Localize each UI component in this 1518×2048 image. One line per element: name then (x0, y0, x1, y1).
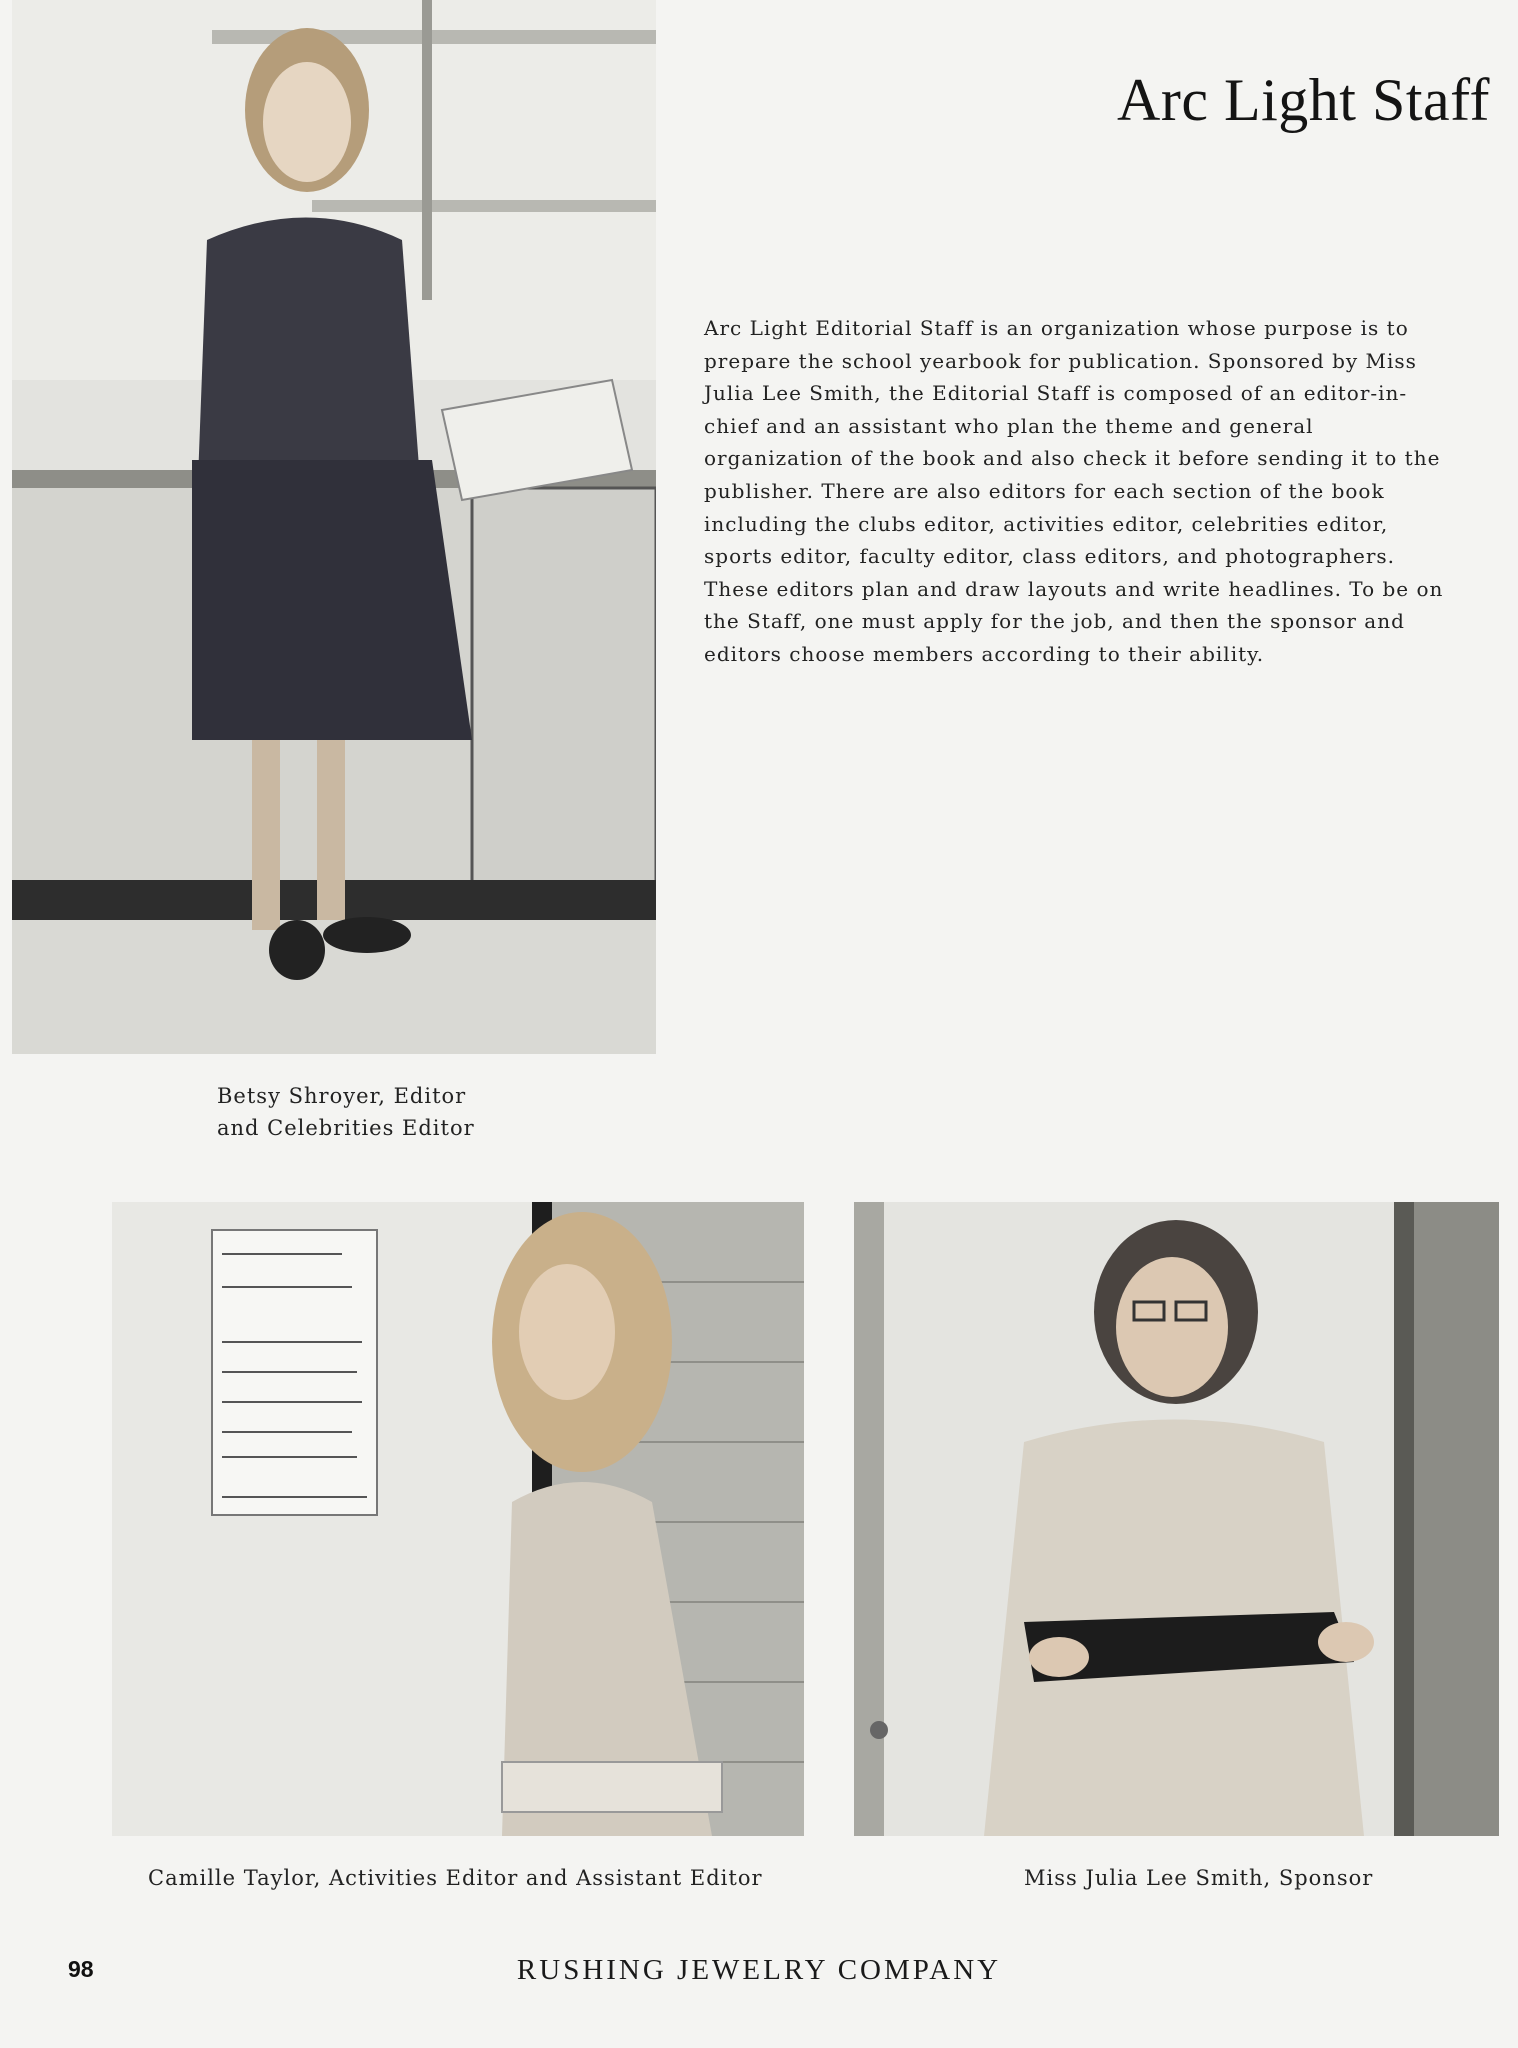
editor-caption-line2: and Celebrities Editor (217, 1116, 475, 1140)
assistant-editor-photo (112, 1202, 804, 1836)
page-number: 98 (68, 1956, 94, 1982)
footer-sponsor-ad: RUSHING JEWELRY COMPANY (516, 1954, 1002, 1986)
editor-caption (217, 1080, 475, 1144)
editor-caption-line1: Betsy Shroyer, Editor (217, 1084, 467, 1108)
assistant-editor-caption: Camille Taylor, Activities Editor and Assistant Editor (148, 1866, 763, 1890)
sponsor-photo (854, 1202, 1499, 1836)
page-title: Arc Light Staff (1117, 67, 1490, 133)
sponsor-caption: Miss Julia Lee Smith, Sponsor (1024, 1866, 1374, 1890)
body-paragraph: Arc Light Editorial Staff is an organization whose purpose is to prepare the school yearbook for publication. Sponsored by Miss Julia Lee Smith, the Editorial Staff is composed of an editor-in-chief and an assistant who plan the theme and general organization of the book and also check it before sending it to the publisher. There are also editors for each section of the book including the clubs editor, activities editor, celebrities editor, sports editor, faculty editor, class editors, and photographers. These editors plan and draw layouts and write headlines. To be on the Staff, one must apply for the job, and then the sponsor and editors choose members according to their ability. (704, 316, 1444, 666)
editor-photo (12, 0, 656, 1054)
